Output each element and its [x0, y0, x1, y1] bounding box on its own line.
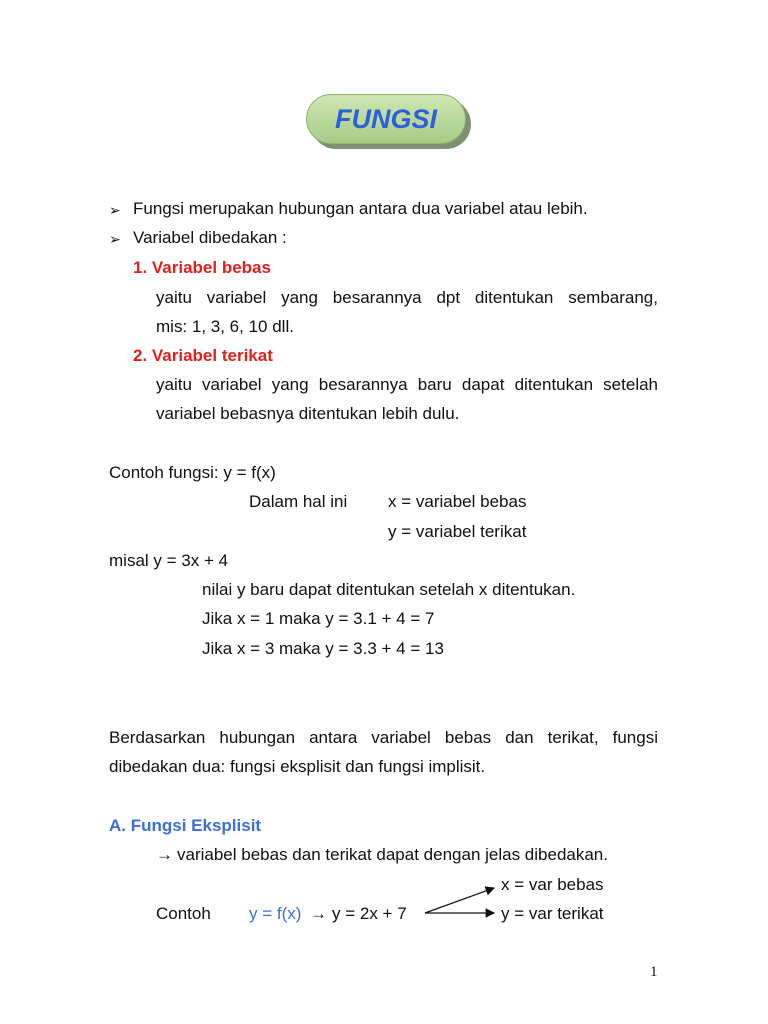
equation: y = 2x + 7 — [332, 904, 407, 923]
bullet-arrow-icon: ➢ — [109, 231, 121, 247]
variabel-terikat-heading: 2. Variabel terikat — [133, 346, 273, 365]
misal-line-3: Jika x = 3 maka y = 3.3 + 4 = 13 — [202, 639, 444, 658]
bullet-arrow-icon: ➢ — [109, 202, 121, 218]
misal-label: misal y = 3x + 4 — [109, 551, 229, 570]
relation-arrows — [420, 880, 500, 920]
y-definition: y = variabel terikat — [388, 522, 527, 541]
page-number: 1 — [650, 964, 658, 980]
berdasarkan-line-1: Berdasarkan hubungan antara variabel bebas dan terikat, fungsi — [109, 728, 658, 747]
section-a-description: variabel bebas dan terikat dapat dengan jelas dibedakan. — [177, 845, 608, 864]
misal-line-1: nilai y baru dapat ditentukan setelah x ditentukan. — [202, 580, 576, 599]
title-badge-pill — [306, 94, 466, 144]
x-definition: x = variabel bebas — [388, 492, 527, 511]
variabel-bebas-heading: 1. Variabel bebas — [133, 258, 271, 277]
variabel-bebas-desc-line2: mis: 1, 3, 6, 10 dll. — [156, 317, 294, 336]
misal-line-2: Jika x = 1 maka y = 3.1 + 4 = 7 — [202, 609, 435, 628]
bullet-text-1: Fungsi merupakan hubungan antara dua variabel atau lebih. — [133, 199, 588, 218]
section-a-heading: A. Fungsi Eksplisit — [109, 816, 262, 835]
bullet-text-2: Variabel dibedakan : — [133, 228, 287, 247]
right-arrow-icon: → — [310, 904, 327, 923]
y-equals-fx: y = f(x) — [249, 904, 302, 923]
variabel-terikat-desc-line2: variabel bebasnya ditentukan lebih dulu. — [156, 404, 460, 423]
page-title: FUNGSI — [334, 103, 437, 134]
contoh-fungsi-label: Contoh fungsi: y = f(x) — [109, 463, 276, 482]
variabel-bebas-desc-line1: yaitu variabel yang besarannya dpt ditentukan sembarang, — [156, 288, 658, 307]
arrow-to-x-var — [425, 888, 494, 913]
title-badge — [306, 94, 470, 150]
berdasarkan-line-2: dibedakan dua: fungsi eksplisit dan fungsi implisit. — [109, 757, 486, 776]
y-var-terikat: y = var terikat — [501, 904, 604, 923]
right-arrow-icon: → — [156, 845, 173, 864]
x-var-bebas: x = var bebas — [501, 875, 604, 894]
variabel-terikat-desc-line1: yaitu variabel yang besarannya baru dapat ditentukan setelah — [156, 375, 658, 394]
dalam-hal-ini-label: Dalam hal ini — [249, 492, 348, 511]
contoh-label: Contoh — [156, 904, 211, 923]
